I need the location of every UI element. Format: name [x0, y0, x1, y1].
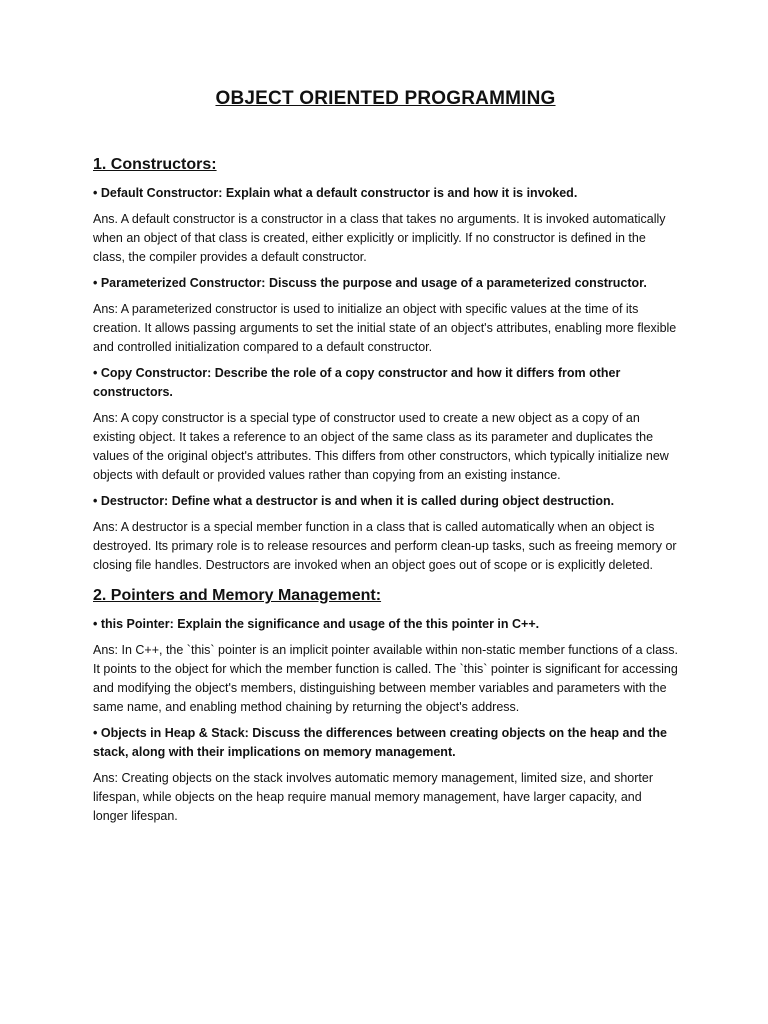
question-heap-stack: • Objects in Heap & Stack: Discuss the differences between creating objects on the heap and the stack, along with their implications on memory management.: [93, 726, 667, 759]
document-page: [93, 88, 678, 833]
question-default-constructor: • Default Constructor: Explain what a default constructor is and how it is invoked.: [93, 186, 578, 200]
question-this-pointer: • this Pointer: Explain the significance and usage of the this pointer in C++.: [93, 617, 540, 631]
answer-parameterized-constructor: Ans: A parameterized constructor is used to initialize an object with specific values at the time of its creation. It allows passing arguments to set the initial state of an object's attributes, enabling more flexible and controlled initialization compared to a default constructor.: [93, 302, 677, 354]
answer-this-pointer: Ans: In C++, the `this` pointer is an implicit pointer available within non-static member functions of a class. It points to the object for which the member function is called. The `this` pointer is significant for accessing and modifying the object's members, distinguishing between member variables and parameters with the same name, and enabling method chaining by returning the object's address.: [93, 643, 678, 714]
answer-heap-stack: Ans: Creating objects on the stack involves automatic memory management, limited size, and shorter lifespan, while objects on the heap require manual memory management, have larger capacity, and longer lifespan.: [93, 771, 653, 823]
question-copy-constructor: • Copy Constructor: Describe the role of a copy constructor and how it differs from other constructors.: [93, 366, 621, 399]
answer-default-constructor: Ans. A default constructor is a constructor in a class that takes no arguments. It is invoked automatically when an object of that class is created, either explicitly or implicitly. If no constructor is defined in the class, the compiler provides a default constructor.: [93, 212, 666, 264]
answer-destructor: Ans: A destructor is a special member function in a class that is called automatically when an object is destroyed. Its primary role is to release resources and perform clean-up tasks, such as freeing memory or closing file handles. Destructors are invoked when an object goes out of scope or is explicitly deleted.: [93, 520, 677, 572]
section-heading: 1. Constructors:: [93, 156, 217, 173]
question-destructor: • Destructor: Define what a destructor is and when it is called during object destruction.: [93, 494, 615, 508]
section-constructors: [93, 156, 678, 575]
answer-copy-constructor: Ans: A copy constructor is a special type of constructor used to create a new object as a copy of an existing object. It takes a reference to an object of the same class as its parameter and duplicates the values of the original object's attributes. This differs from other constructors, which typically initialize new objects with default or provided values rather than copying from an existing instance.: [93, 411, 669, 482]
question-parameterized-constructor: • Parameterized Constructor: Discuss the purpose and usage of a parameterized constructor.: [93, 276, 647, 290]
section-pointers-memory: [93, 587, 678, 826]
document-title: OBJECT ORIENTED PROGRAMMING: [215, 88, 556, 109]
section-heading: 2. Pointers and Memory Management:: [93, 587, 382, 604]
